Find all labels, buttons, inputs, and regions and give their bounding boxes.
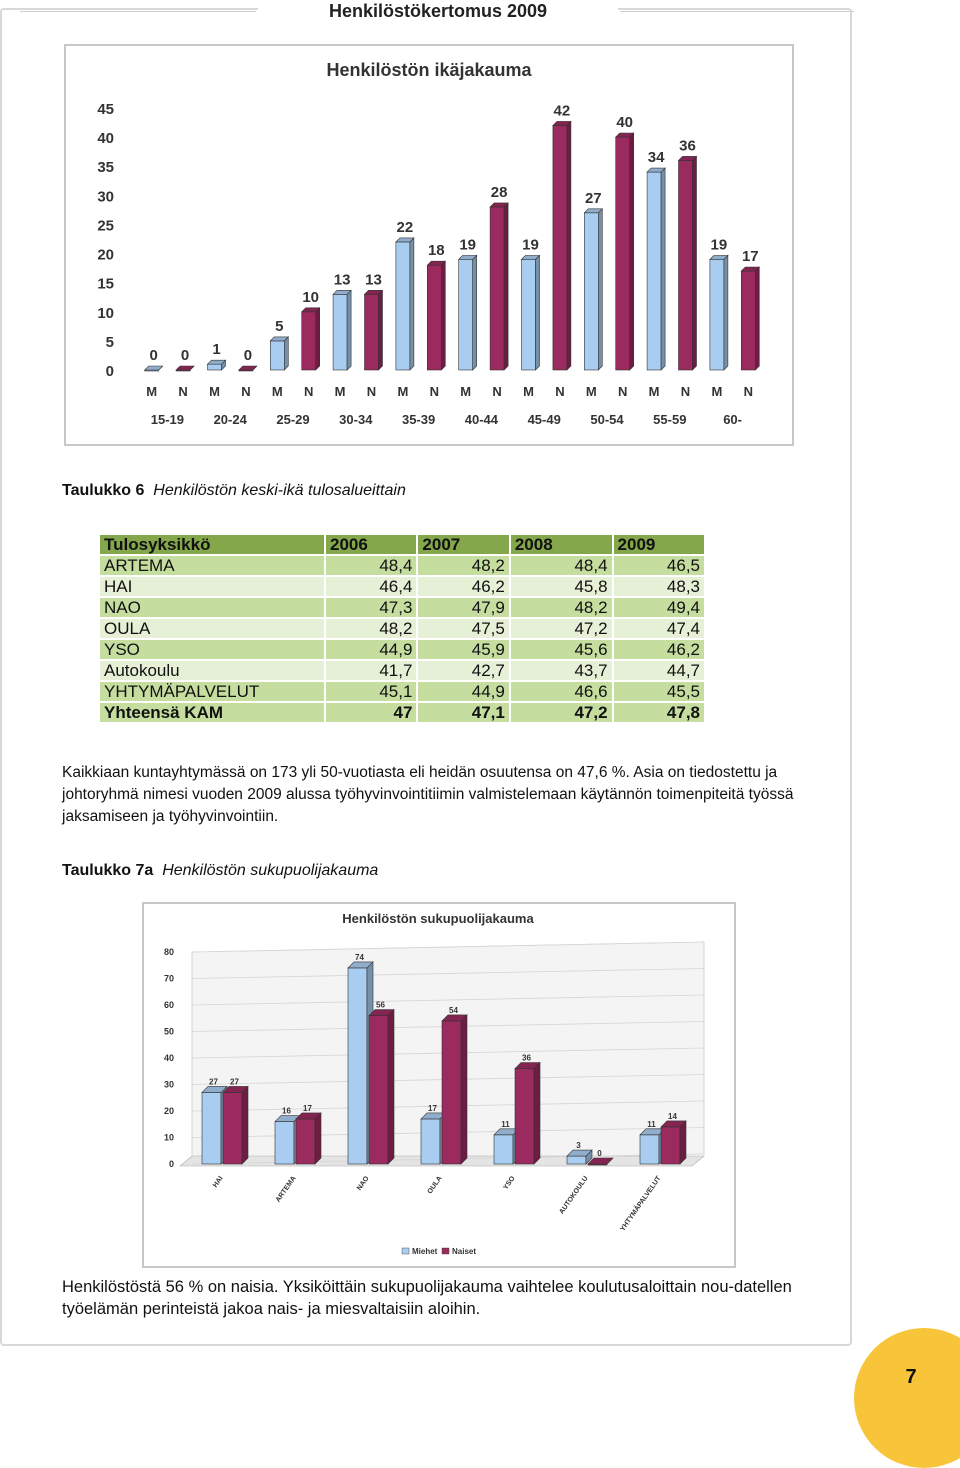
y-tick-label: 5 [105, 333, 114, 351]
table-header-row [100, 535, 704, 554]
bar-25-29-M [270, 337, 288, 370]
bar-15-19-N [176, 366, 194, 371]
bar-value-label: 10 [302, 288, 320, 306]
x-group-label: 40-44 [464, 412, 499, 427]
bar-value-label: 19 [459, 236, 477, 254]
x-sex-label: N [680, 384, 691, 399]
bar-35-39-M [396, 238, 414, 370]
cell-value: 46,2 [614, 640, 704, 659]
bar-value-label: 36 [522, 1053, 531, 1063]
cell-value: 47,3 [326, 598, 416, 617]
x-sex-label: M [209, 384, 220, 399]
cell-value: 47,9 [418, 598, 508, 617]
x-group-label: 60- [723, 412, 742, 427]
bar-50-54-N [616, 133, 634, 370]
total-value: 47,2 [511, 703, 612, 722]
cell-value: 45,5 [614, 682, 704, 701]
x-group-label: 15-19 [150, 412, 185, 427]
cell-value: 45,8 [511, 577, 612, 596]
cell-value: 46,2 [418, 577, 508, 596]
bar-value-label: 56 [376, 1000, 385, 1010]
bar-NAO-Naiset [369, 1010, 394, 1164]
x-group-label: 55-59 [653, 412, 687, 427]
table-total-row [100, 703, 704, 722]
bar-60--M [710, 255, 728, 370]
bar-55-59-M [647, 168, 665, 370]
bar-40-44-N [490, 203, 508, 370]
cell-value: 47,2 [511, 619, 612, 638]
caption-table-6 [62, 482, 406, 500]
x-category-label: AUTOKOULU [558, 1175, 590, 1216]
x-group-label: 25-29 [276, 412, 310, 427]
bar-value-label: 27 [230, 1077, 239, 1087]
table-row [100, 640, 704, 659]
cell-value: 44,9 [326, 640, 416, 659]
header-2008: 2008 [511, 535, 612, 554]
y-tick-label: 50 [163, 1026, 174, 1037]
bar-30-34-N [365, 290, 383, 370]
cell-value: 48,2 [511, 598, 612, 617]
age-chart [66, 46, 792, 444]
x-group-label: 45-49 [527, 412, 561, 427]
bar-value-label: 22 [396, 218, 414, 236]
cell-value: 46,4 [326, 577, 416, 596]
x-sex-label: N [429, 384, 439, 399]
x-category-label: YHTYMÄPALVELUT [619, 1175, 663, 1233]
bar-value-label: 11 [501, 1119, 510, 1129]
header-2006: 2006 [326, 535, 416, 554]
y-tick-label: 40 [163, 1053, 174, 1063]
cell-value: 46,5 [614, 556, 704, 575]
table-row [100, 619, 704, 638]
bar-value-label: 0 [597, 1149, 602, 1158]
x-sex-label: M [585, 384, 597, 399]
row-unit: YHTYMÄPALVELUT [100, 682, 324, 701]
x-category-label: NAO [355, 1175, 371, 1192]
bar-value-label: 0 [243, 347, 253, 364]
bar-35-39-N [427, 261, 445, 370]
y-tick-label: 80 [163, 947, 174, 957]
bar-value-label: 13 [333, 271, 351, 289]
x-sex-label: N [743, 384, 753, 399]
paragraph-over-50: Kaikkiaan kuntayhtymässä on 173 yli 50-vuotiasta eli heidän osuutensa on 47,6 %. Asia on tiedostettu ja johtoryhmä nimesi vuoden 2009 alussa työhyvinvointitiimin valmistelemaan käytännön toimenpiteitä työssä jaksamiseen ja työhyvinvointiin. [62, 764, 794, 825]
cell-value: 43,7 [511, 661, 612, 680]
cell-value: 48,4 [511, 556, 612, 575]
cell-value: 46,6 [511, 682, 612, 701]
x-sex-label: N [178, 384, 188, 399]
total-label: Yhteensä KAM [100, 703, 324, 722]
bar-55-59-N [679, 156, 697, 370]
table-row [100, 598, 704, 617]
x-sex-label: M [334, 384, 346, 399]
y-tick-label: 10 [97, 304, 114, 322]
bar-YSO-Naiset [515, 1063, 540, 1164]
x-sex-label: M [146, 384, 158, 399]
y-tick-label: 15 [97, 275, 114, 293]
x-sex-label: M [648, 384, 660, 399]
page-header-title: Henkilöstökertomus 2009 [258, 0, 618, 22]
row-unit: YSO [100, 640, 324, 659]
cell-value: 49,4 [614, 598, 704, 617]
cell-value: 44,7 [614, 661, 704, 680]
bar-50-54-M [584, 209, 602, 370]
bar-60--N [741, 267, 759, 370]
bar-value-label: 36 [679, 137, 696, 155]
cell-value: 48,3 [614, 577, 704, 596]
cell-value: 45,9 [418, 640, 508, 659]
bar-value-label: 5 [275, 317, 284, 335]
bar-value-label: 19 [522, 236, 539, 254]
bar-value-label: 18 [427, 242, 445, 260]
bar-20-24-N [239, 366, 257, 371]
cell-value: 48,2 [326, 619, 416, 638]
bar-value-label: 1 [212, 341, 221, 359]
chart-title: Henkilöstön sukupuolijakauma [342, 911, 534, 926]
header-rule-right [620, 11, 854, 12]
caption-7-label: Taulukko 7a [62, 862, 154, 879]
legend-swatch-male [402, 1248, 409, 1254]
bar-value-label: 11 [647, 1119, 656, 1129]
cell-value: 47,4 [614, 619, 704, 638]
page-number-badge [854, 1328, 960, 1468]
y-tick-label: 30 [97, 188, 114, 206]
bar-value-label: 27 [584, 189, 602, 207]
bar-value-label: 17 [303, 1103, 312, 1113]
bar-15-19-M [145, 366, 163, 371]
y-tick-label: 20 [163, 1106, 174, 1116]
bar-OULA-Naiset [442, 1015, 467, 1164]
x-category-label: ARTEMA [274, 1175, 298, 1204]
total-value: 47 [326, 703, 416, 722]
cell-value: 45,6 [511, 640, 612, 659]
y-tick-label: 20 [97, 246, 114, 264]
x-sex-label: N [618, 384, 628, 399]
bar-25-29-N [302, 308, 320, 370]
bar-value-label: 27 [209, 1077, 218, 1087]
bar-value-label: 17 [741, 248, 759, 266]
table-row [100, 556, 704, 575]
bar-value-label: 13 [365, 271, 382, 289]
age-chart-frame [64, 44, 794, 446]
x-sex-label: N [492, 384, 502, 399]
y-tick-label: 0 [105, 363, 114, 380]
table-row [100, 661, 704, 680]
bar-value-label: 42 [553, 102, 571, 120]
gender-chart [144, 904, 734, 1266]
chart-title: Henkilöstön ikäjakauma [326, 60, 532, 80]
cell-value: 48,4 [326, 556, 416, 575]
row-unit: NAO [100, 598, 324, 617]
y-tick-label: 40 [97, 130, 114, 148]
caption-7-text: Henkilöstön sukupuolijakauma [162, 862, 379, 879]
caption-table-7a [62, 862, 378, 880]
x-category-label: YSO [502, 1175, 517, 1192]
header-2007: 2007 [418, 535, 508, 554]
bar-value-label: 14 [668, 1111, 677, 1121]
bar-value-label: 74 [355, 952, 364, 962]
x-sex-label: N [555, 384, 565, 399]
x-group-label: 50-54 [590, 412, 624, 427]
paragraph-gender: Henkilöstöstä 56 % on naisia. Yksiköittäin sukupuolijakauma vaihtelee koulutusaloittain nou-datellen työelämän perinteistä jakoa nais- ja miesvaltaisiin aloihin. [62, 1278, 792, 1318]
bar-value-label: 54 [449, 1005, 458, 1015]
y-tick-label: 35 [97, 159, 114, 177]
header-rule-left [20, 11, 256, 12]
bar-45-49-M [522, 255, 540, 370]
bar-value-label: 28 [490, 183, 508, 201]
header-unit: Tulosyksikkö [100, 535, 324, 554]
bar-value-label: 40 [616, 114, 634, 132]
table-row [100, 682, 704, 701]
bar-30-34-M [333, 290, 351, 370]
x-sex-label: N [304, 384, 314, 399]
bar-value-label: 19 [710, 236, 728, 254]
header-2009: 2009 [614, 535, 704, 554]
x-sex-label: M [460, 384, 472, 399]
y-tick-label: 70 [163, 973, 174, 984]
cell-value: 42,7 [418, 661, 508, 680]
x-group-label: 35-39 [401, 412, 436, 427]
bar-YHTYMÄPALVELUT-Naiset [661, 1121, 686, 1164]
bar-20-24-M [208, 360, 226, 370]
bar-value-label: 0 [149, 347, 158, 364]
cell-value: 44,9 [418, 682, 508, 701]
bar-value-label: 3 [576, 1141, 581, 1151]
x-category-label: HAI [211, 1175, 225, 1190]
x-sex-label: M [711, 384, 723, 399]
row-unit: Autokoulu [100, 661, 324, 680]
x-sex-label: N [366, 384, 377, 399]
y-tick-label: 45 [97, 101, 114, 118]
caption-6-label: Taulukko 6 [62, 482, 145, 499]
row-unit: HAI [100, 577, 324, 596]
total-value: 47,1 [418, 703, 508, 722]
cell-value: 47,5 [418, 619, 508, 638]
total-value: 47,8 [614, 703, 704, 722]
bar-value-label: 0 [180, 347, 190, 364]
average-age-table [98, 533, 706, 724]
table-row [100, 577, 704, 596]
bar-HAI-Naiset [223, 1086, 248, 1164]
x-sex-label: M [271, 384, 283, 399]
y-tick-label: 30 [163, 1079, 174, 1090]
row-unit: ARTEMA [100, 556, 324, 575]
bar-45-49-N [553, 121, 571, 370]
page-number: 7 [905, 1366, 917, 1388]
x-sex-label: M [397, 384, 409, 399]
row-unit: OULA [100, 619, 324, 638]
gender-chart-frame [142, 902, 736, 1268]
legend-label-male: Miehet [412, 1247, 438, 1256]
x-sex-label: N [241, 384, 251, 399]
y-tick-label: 25 [97, 217, 114, 235]
bar-ARTEMA-Naiset [296, 1113, 321, 1164]
bar-40-44-M [459, 255, 477, 370]
cell-value: 48,2 [418, 556, 508, 575]
x-category-label: OULA [426, 1175, 444, 1196]
legend-swatch-female [442, 1248, 449, 1254]
y-tick-label: 0 [168, 1159, 174, 1169]
cell-value: 45,1 [326, 682, 416, 701]
x-sex-label: M [523, 384, 534, 399]
caption-6-text: Henkilöstön keski-ikä tulosalueittain [153, 482, 406, 499]
bar-value-label: 34 [647, 149, 665, 167]
x-group-label: 20-24 [213, 412, 247, 427]
bar-AUTOKOULU-Miehet [567, 1150, 592, 1164]
y-tick-label: 60 [163, 1000, 174, 1010]
cell-value: 41,7 [326, 661, 416, 680]
bar-value-label: 16 [282, 1106, 291, 1116]
bar-value-label: 17 [428, 1103, 437, 1113]
legend-label-female: Naiset [452, 1247, 477, 1256]
x-group-label: 30-34 [339, 412, 373, 427]
y-tick-label: 10 [163, 1132, 174, 1143]
